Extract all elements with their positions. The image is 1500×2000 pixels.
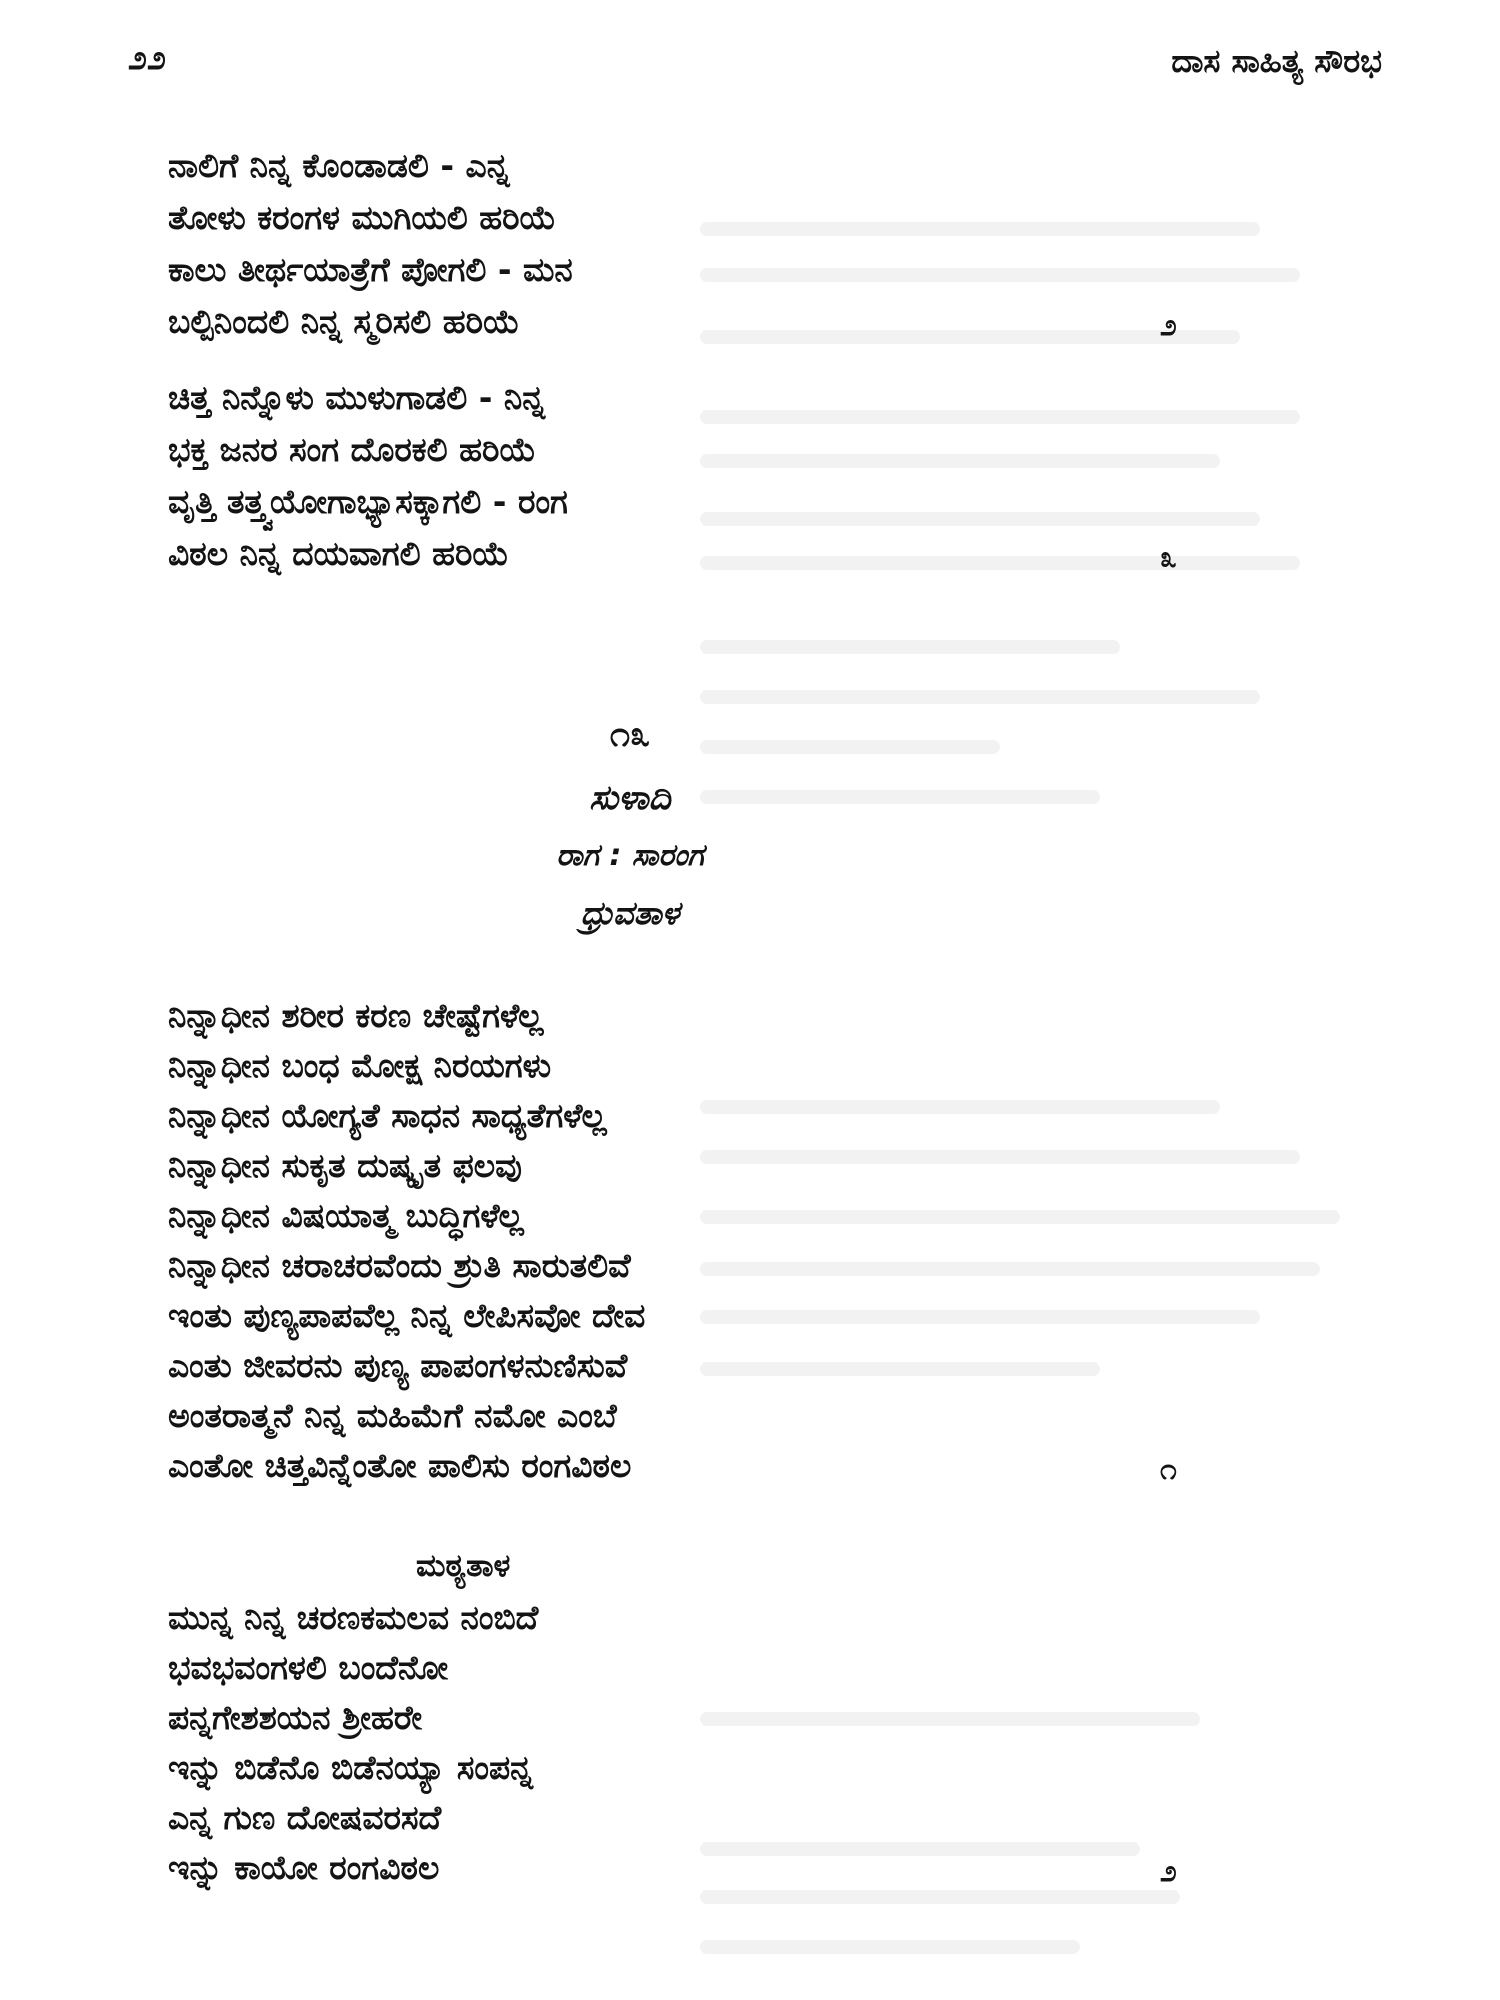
bleed-through-mark [700, 268, 1300, 282]
bleed-through-mark [700, 330, 1240, 344]
page-number: ೨೨ [128, 38, 167, 78]
song-number: ೧೩ [609, 714, 651, 755]
verse-line: ವೃತ್ತಿ ತತ್ತ್ವಯೋಗಾಭ್ಯಾಸಕ್ಕಾಗಲಿ - ರಂಗ [168, 482, 568, 521]
bleed-through-mark [700, 1100, 1220, 1114]
verse-number: ೧ [1160, 1452, 1177, 1487]
verse-line: ವಿಠಲ ನಿನ್ನ ದಯವಾಗಲಿ ಹರಿಯೆ [168, 534, 510, 573]
verse-line: ತೋಳು ಕರಂಗಳ ಮುಗಿಯಲಿ ಹರಿಯೆ [168, 198, 557, 237]
raga-label: ರಾಗ : ಸಾರಂಗ [556, 838, 704, 873]
verse-line: ನಿನ್ನಾಧೀನ ಬಂಧ ಮೋಕ್ಷ ನಿರಯಗಳು [168, 1046, 552, 1085]
bleed-through-mark [700, 1210, 1340, 1224]
tala-label: ಧ್ರುವತಾಳ [580, 894, 680, 932]
verse-line: ನಿನ್ನಾಧೀನ ಶರೀರ ಕರಣ ಚೇಷ್ಟೆಗಳೆಲ್ಲ [168, 996, 544, 1035]
verse-line: ನಿನ್ನಾಧೀನ ಚರಾಚರವೆಂದು ಶ್ರುತಿ ಸಾರುತಲಿವೆ [168, 1246, 631, 1285]
bleed-through-mark [700, 556, 1300, 570]
bleed-through-mark [700, 1890, 1180, 1904]
verse-line: ಕಾಲು ತೀರ್ಥಯಾತ್ರೆಗೆ ಪೋಗಲಿ - ಮನ [168, 250, 573, 289]
bleed-through-mark [700, 1712, 1200, 1726]
verse-line: ನಿನ್ನಾಧೀನ ವಿಷಯಾತ್ಮ ಬುದ್ಧಿಗಳೆಲ್ಲ [168, 1196, 524, 1235]
verse-line: ಅಂತರಾತ್ಮನೆ ನಿನ್ನ ಮಹಿಮೆಗೆ ನಮೋ ಎಂಬೆ [168, 1396, 617, 1435]
verse-line: ಎಂತೋ ಚಿತ್ತವಿನ್ನೆಂತೋ ಪಾಲಿಸು ರಂಗವಿಠಲ [168, 1446, 632, 1485]
bleed-through-mark [700, 1842, 1140, 1856]
bleed-through-mark [700, 454, 1220, 468]
running-head: ದಾಸ ಸಾಹಿತ್ಯ ಸೌರಭ [1171, 42, 1382, 80]
verse-number: ೨ [1160, 1854, 1177, 1889]
song-title: ಸುಳಾದಿ [589, 778, 671, 818]
verse-line: ಭವಭವಂಗಳಲಿ ಬಂದೆನೋ [168, 1648, 449, 1687]
verse-line: ಎನ್ನ ಗುಣ ದೋಷವರಸದೆ [168, 1798, 442, 1837]
verse-number: ೩ [1160, 540, 1177, 575]
verse-line: ನಿನ್ನಾಧೀನ ಯೋಗ್ಯತೆ ಸಾಧನ ಸಾಧ್ಯತೆಗಳೆಲ್ಲ [168, 1096, 607, 1135]
verse-line: ಎಂತು ಜೀವರನು ಪುಣ್ಯ ಪಾಪಂಗಳನುಣಿಸುವೆ [168, 1346, 628, 1385]
verse-line: ಇನ್ನು ಕಾಯೋ ರಂಗವಿಠಲ [168, 1848, 440, 1887]
section-heading: ಮಠ್ಯತಾಳ [416, 1548, 511, 1584]
bleed-through-mark [700, 222, 1260, 236]
verse-line: ಮುನ್ನ ನಿನ್ನ ಚರಣಕಮಲವ ನಂಬಿದೆ [168, 1598, 539, 1637]
bleed-through-mark [700, 1362, 1100, 1376]
bleed-through-mark [700, 690, 1260, 704]
bleed-through-mark [700, 640, 1120, 654]
verse-number: ೨ [1160, 308, 1177, 343]
bleed-through-mark [700, 410, 1300, 424]
verse-line: ಇಂತು ಪುಣ್ಯಪಾಪವೆಲ್ಲ ನಿನ್ನ ಲೇಪಿಸವೋ ದೇವ [168, 1296, 646, 1335]
verse-line: ಇನ್ನು ಬಿಡೆನೊ ಬಿಡೆನಯ್ಯಾ ಸಂಪನ್ನ [168, 1748, 533, 1787]
verse-line: ಪನ್ನಗೇಶಶಯನ ಶ್ರೀಹರೇ [168, 1698, 423, 1737]
bleed-through-mark [700, 1262, 1320, 1276]
verse-line: ಭಕ್ತ ಜನರ ಸಂಗ ದೊರಕಲಿ ಹರಿಯೆ [168, 430, 537, 469]
verse-line: ಬಲ್ಪಿನಿಂದಲಿ ನಿನ್ನ ಸ್ಮರಿಸಲಿ ಹರಿಯೆ [168, 302, 520, 341]
verse-line: ನಿನ್ನಾಧೀನ ಸುಕೃತ ದುಷ್ಕೃತ ಫಲವು [168, 1146, 523, 1185]
verse-line: ಚಿತ್ತ ನಿನ್ನೊಳು ಮುಳುಗಾಡಲಿ - ನಿನ್ನ [168, 378, 546, 417]
bleed-through-mark [700, 1310, 1260, 1324]
bleed-through-mark [700, 512, 1260, 526]
verse-line: ನಾಲಿಗೆ ನಿನ್ನ ಕೊಂಡಾಡಲಿ - ಎನ್ನ [168, 146, 510, 185]
bleed-through-mark [700, 1940, 1080, 1954]
bleed-through-mark [700, 1150, 1300, 1164]
